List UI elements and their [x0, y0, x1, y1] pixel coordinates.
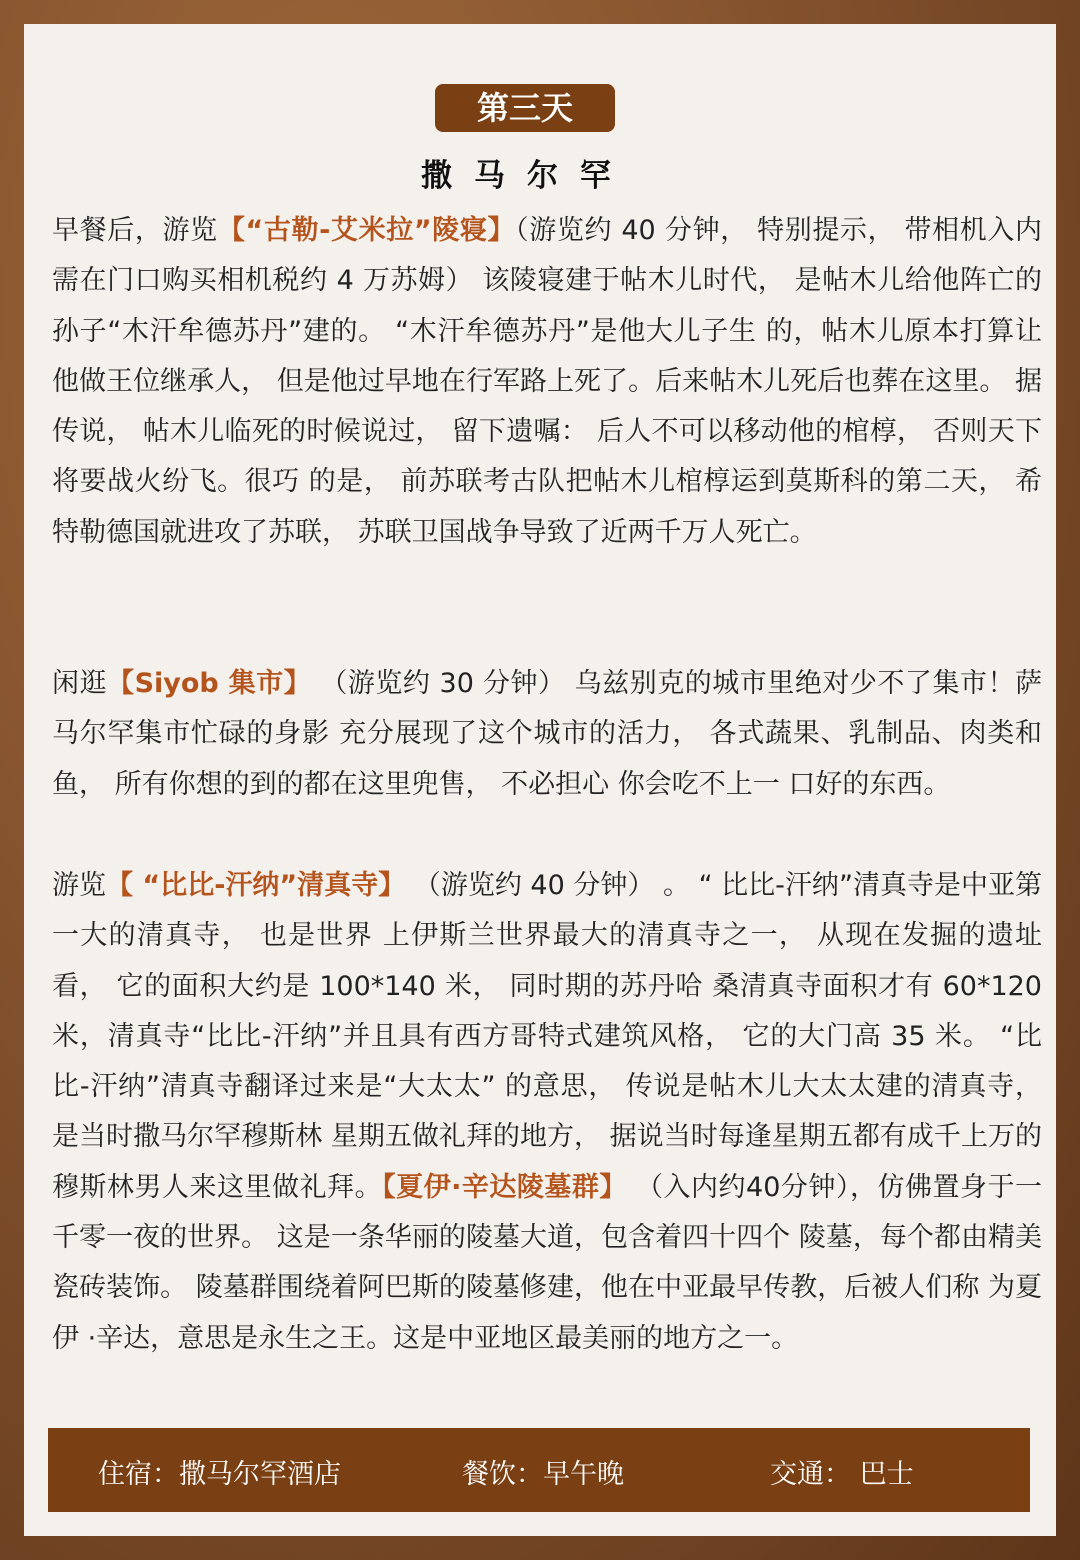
paragraph-bibi-khanym	[52, 861, 1042, 1364]
text: 游览	[52, 870, 107, 901]
text: 早餐后，游览	[52, 215, 218, 246]
paragraph-siyob-bazaar	[52, 659, 1042, 810]
text: 闲逛	[52, 668, 108, 699]
text: （入内约40分钟），仿佛置身于一千零一夜的世界。 这是一条华丽的陵墓大道，包含着四十四个 陵墓，每个都由精美瓷砖装饰。 陵墓群围绕着阿巴斯的陵墓修建，他在中亚最早传教，后被人们称 为夏伊 ·辛达，意思是永生之王。这是中亚地区最美丽的地方之一。	[52, 1171, 1042, 1354]
itinerary-card	[24, 24, 1056, 1536]
day-badge: 第三天	[435, 84, 615, 132]
text: （游览约 40 分钟， 特别提示， 带相机入内需在门口购买相机税约 4 万苏姆） 该陵寝建于帖木儿时代， 是帖木儿给他阵亡的孙子“木汗牟德苏丹”建的。 “木汗牟德苏丹”是他大儿子生 的，帖木儿原本打算让他做王位继承人， 但是他过早地在行军路上死了。后来帖木儿死后也葬在这里。 据传说， 帖木儿临死的时候说过， 留下遗嘱： 后人不可以移动他的棺椁， 否则天下将要战火纷飞。很巧 的是， 前苏联考古队把帖木儿棺椁运到莫斯科的第二天， 希特勒德国就进攻了苏联， 苏联卫国战争导致了近两千万人死亡。	[52, 215, 1043, 548]
highlight-attraction: 【“古勒-艾米拉”陵寝】	[217, 215, 516, 246]
highlight-attraction: 【Siyob 集市】	[107, 668, 312, 699]
text: （游览约 30 分钟） 乌兹别克的城市里绝对少不了集市！萨马尔罕集市忙碌的身影 充分展现了这个城市的活力， 各式蔬果、乳制品、肉类和鱼， 所有你想的到的都在这里兜售， 不必担心 你会吃不上一 口好的东西。	[52, 668, 1043, 800]
highlight-attraction: 【 “比比-汗纳”清真寺】	[106, 870, 406, 901]
info-meals: 餐饮：早午晚	[462, 1459, 624, 1490]
paragraph-gur-emir	[52, 206, 1042, 558]
info-accommodation: 住宿：撒马尔罕酒店	[98, 1459, 341, 1490]
info-transport: 交通： 巴士	[770, 1459, 914, 1490]
city-title: 撒马尔罕	[421, 158, 633, 194]
highlight-attraction: 【夏伊·辛达陵墓群】	[382, 1171, 627, 1203]
text: （游览约 40 分钟） 。 “ 比比-汗纳”清真寺是中亚第一大的清真寺， 也是世界 上伊斯兰世界最大的清真寺之一， 从现在发掘的遗址看， 它的面积大约是 100*140 米， 同时期的苏丹哈 桑清真寺面积才有 60*120 米，清真寺“比比-汗纳”并且具有西方哥特式建筑风格， 它的大门高 35 米。 “比 比-汗纳”清真寺翻译过来是“大太太” 的意思， 传说是帖木儿大太太建的清真寺， 是当时撒马尔罕穆斯林 星期五做礼拜的地方， 据说当时每逢星期五都有成千上万的穆斯林男人来这里做礼拜。	[52, 870, 1042, 1203]
info-bar	[48, 1428, 1030, 1512]
